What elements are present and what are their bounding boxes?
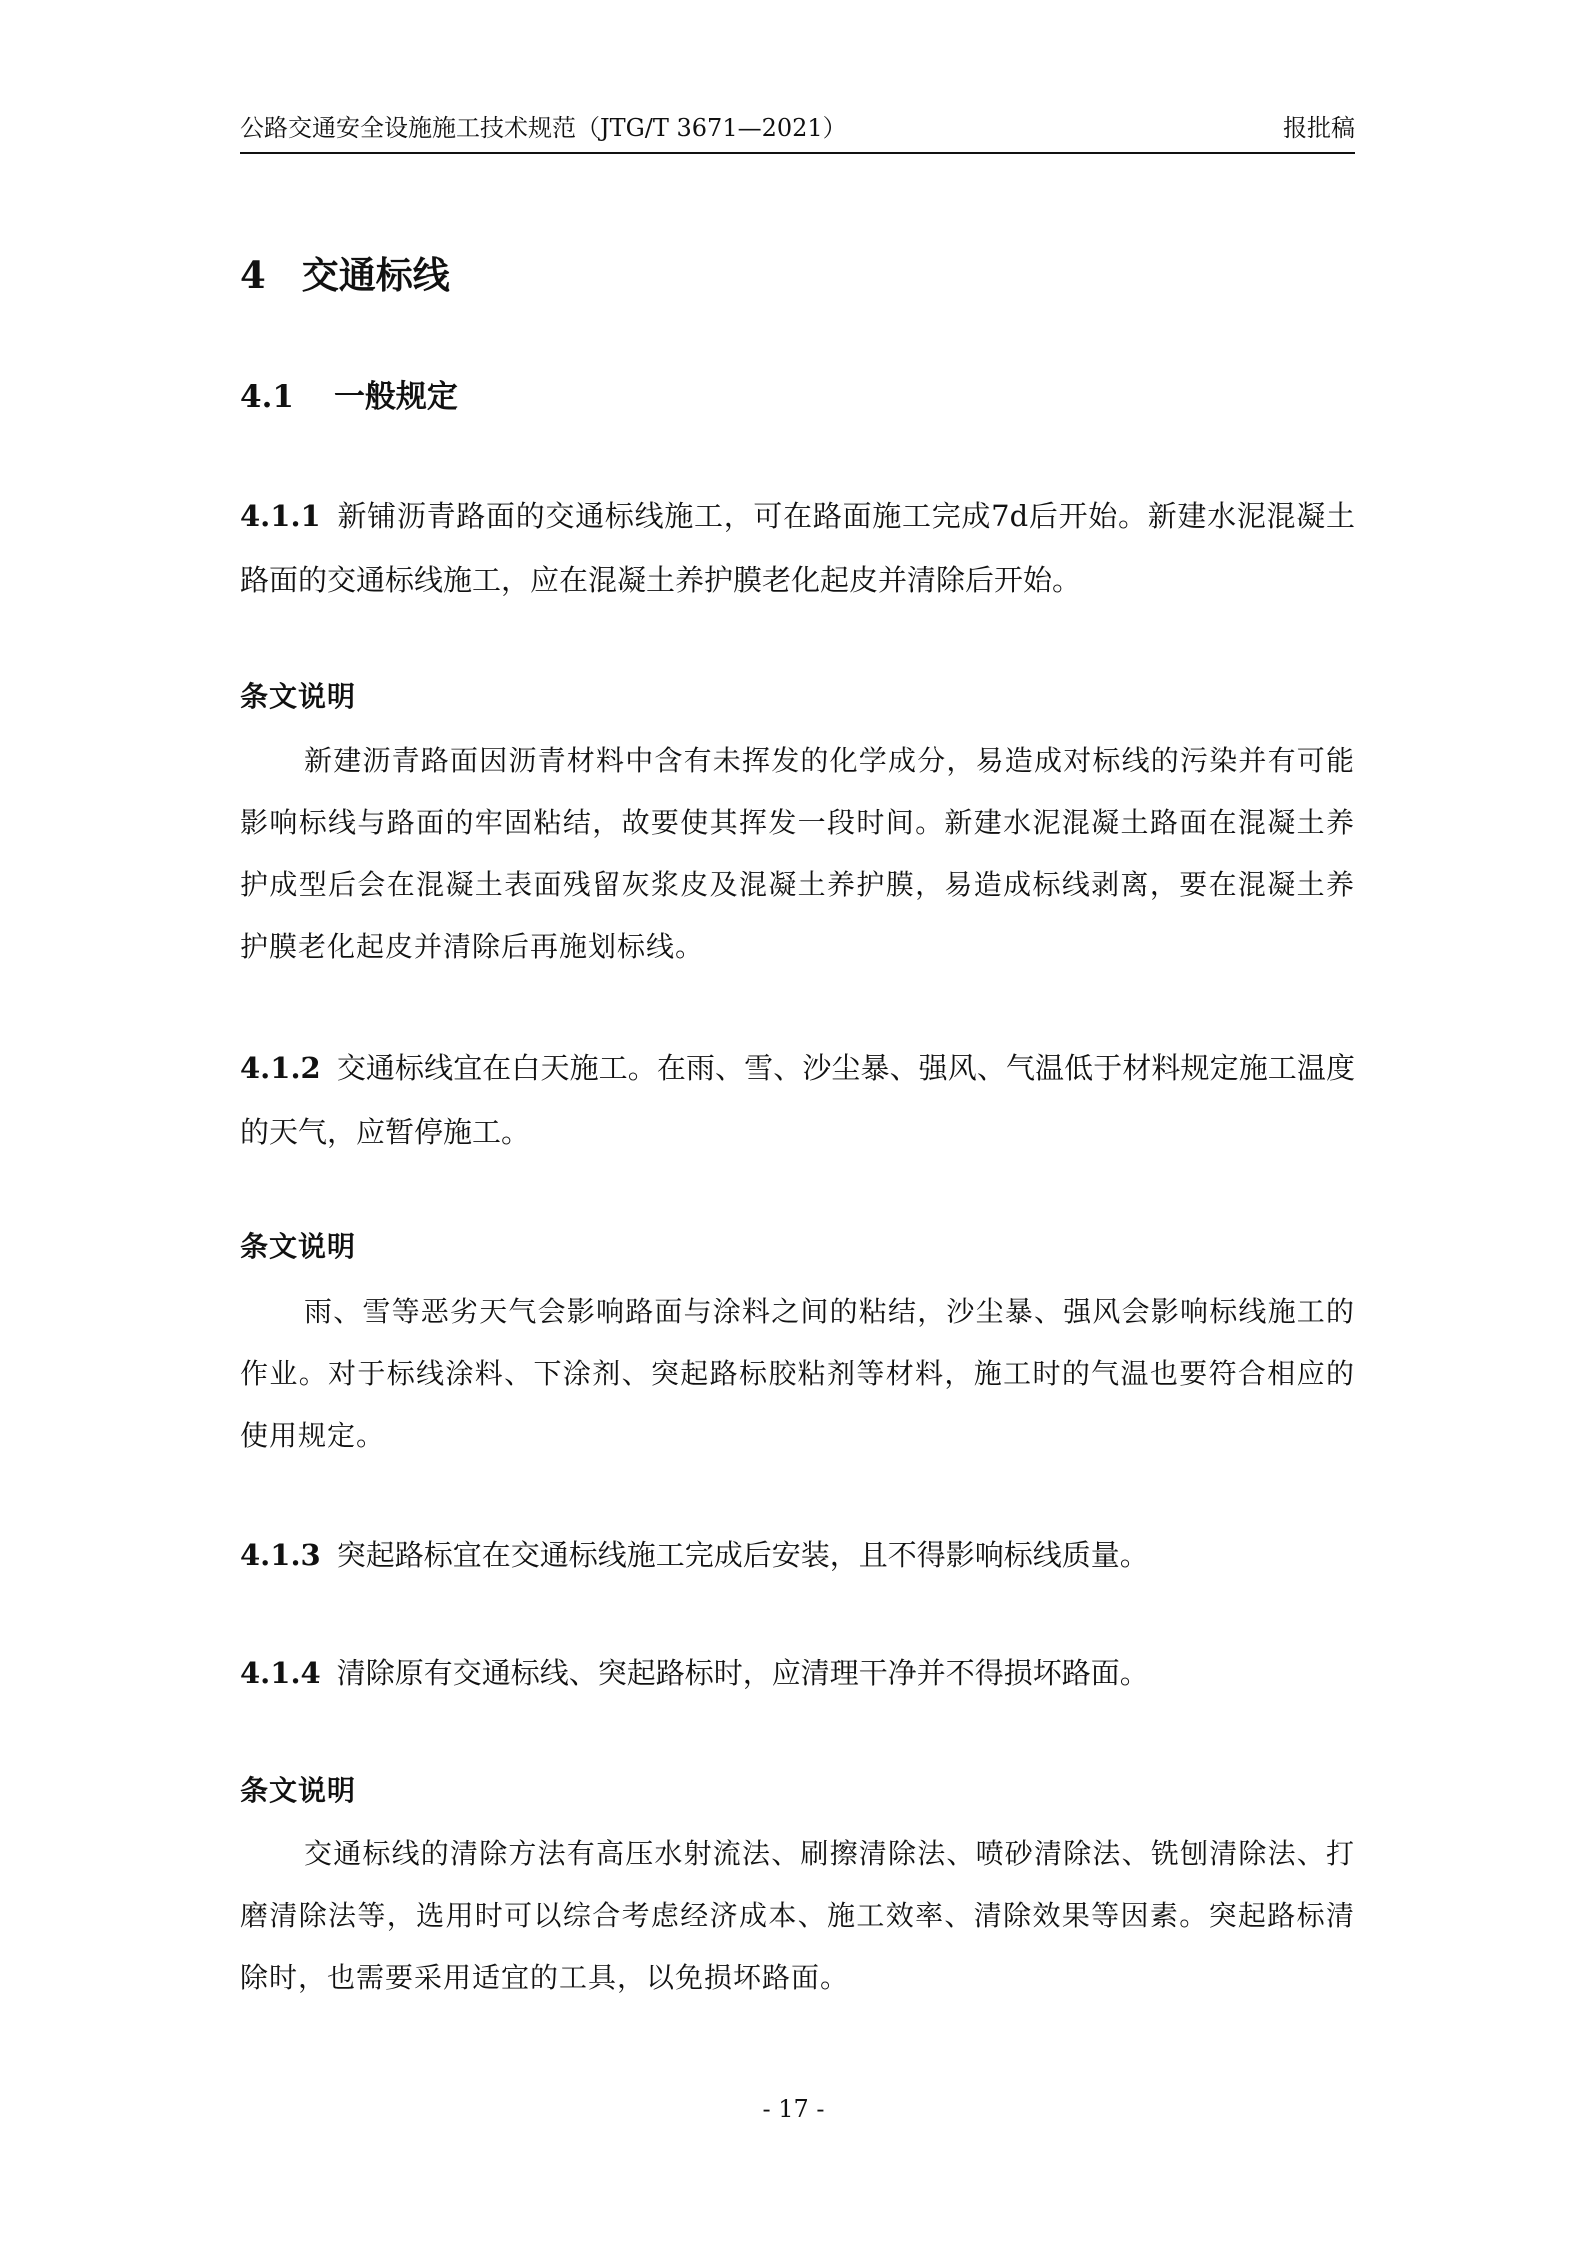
- commentary-title: 条文说明: [240, 1230, 357, 1263]
- page-number: - 17 -: [762, 2095, 825, 2123]
- clause-text: 清除原有交通标线、突起路标时，应清理干净并不得损坏路面。: [336, 1656, 1149, 1690]
- section-title: 一般规定: [333, 379, 458, 415]
- chapter-title: 交通标线: [301, 253, 450, 297]
- clause-number: 4.1.1: [240, 499, 321, 533]
- clause-4-1-2: [240, 1036, 1355, 1164]
- section-number: 4.1: [240, 379, 294, 415]
- clause-4-1-1: [240, 484, 1355, 612]
- clause-number: 4.1.4: [240, 1656, 321, 1690]
- commentary-text: 新建沥青路面因沥青材料中含有未挥发的化学成分，易造成对标线的污染并有可能影响标线与路面的牢固粘结，故要使其挥发一段时间。新建水泥混凝土路面在混凝土养护成型后会在混凝土表面残留灰浆皮及混凝土养护膜，易造成标线剥离，要在混凝土养护膜老化起皮并清除后再施划标线。: [240, 744, 1355, 963]
- section-heading: [240, 372, 458, 422]
- clause-number: 4.1.2: [240, 1051, 321, 1085]
- commentary-title: 条文说明: [240, 1774, 357, 1807]
- chapter-heading: [240, 245, 450, 305]
- commentary-title: 条文说明: [240, 680, 357, 713]
- clause-text: 突起路标宜在交通标线施工完成后安装，且不得影响标线质量。: [336, 1538, 1149, 1572]
- header-document-title: 公路交通安全设施施工技术规范（JTG/T 3671—2021）: [240, 114, 847, 142]
- running-header: [240, 108, 1355, 154]
- header-draft-status: 报批稿: [1283, 114, 1355, 142]
- clause-4-1-4: [240, 1641, 1355, 1705]
- commentary-text: 雨、雪等恶劣天气会影响路面与涂料之间的粘结，沙尘暴、强风会影响标线施工的作业。对于标线涂料、下涂剂、突起路标胶粘剂等材料，施工时的气温也要符合相应的使用规定。: [240, 1295, 1355, 1452]
- clause-text: 交通标线宜在白天施工。在雨、雪、沙尘暴、强风、气温低于材料规定施工温度的天气，应暂停施工。: [240, 1051, 1355, 1149]
- clause-4-1-3: [240, 1523, 1355, 1587]
- clause-number: 4.1.3: [240, 1538, 321, 1572]
- commentary-text: 交通标线的清除方法有高压水射流法、刷擦清除法、喷砂清除法、铣刨清除法、打磨清除法等，选用时可以综合考虑经济成本、施工效率、清除效果等因素。突起路标清除时，也需要采用适宜的工具，以免损坏路面。: [240, 1837, 1355, 1994]
- clause-text: 新铺沥青路面的交通标线施工，可在路面施工完成7d后开始。新建水泥混凝土路面的交通标线施工，应在混凝土养护膜老化起皮并清除后开始。: [240, 499, 1355, 597]
- chapter-number: 4: [240, 253, 266, 297]
